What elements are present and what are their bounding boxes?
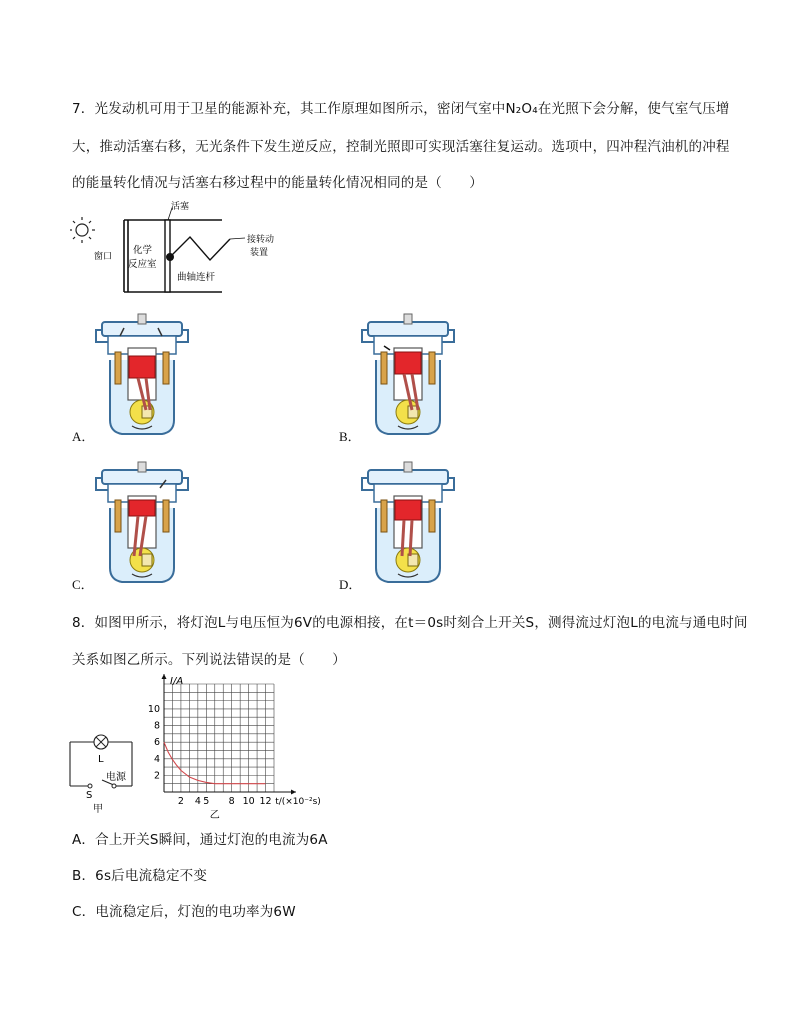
option-b-label[interactable]: B．: [339, 429, 361, 444]
x-tick-label: 10: [242, 796, 255, 807]
x-tick-label: 2: [177, 796, 184, 807]
current-time-chart: [140, 672, 330, 822]
q8-option-a[interactable]: A．合上开关S瞬间，通过灯泡的电流为6A: [72, 832, 328, 848]
source-label: 电源: [106, 772, 126, 783]
graph-caption: 乙: [209, 810, 220, 821]
y-tick-label: 10: [147, 703, 160, 715]
chamber-label-2: 反应室: [128, 259, 157, 270]
crank-rod: [170, 237, 230, 260]
engine-option-d[interactable]: [360, 460, 460, 590]
q7-text-line-1: 7．光发动机可用于卫星的能源补充，其工作原理如图所示，密闭气室中N₂O₄在光照下会分解，使气室气压增: [72, 101, 730, 117]
engine-option-a[interactable]: [94, 312, 194, 442]
y-axis-label: I/A: [170, 676, 184, 687]
x-tick-label: 12: [259, 796, 272, 807]
x-tick-label: 5: [203, 796, 210, 807]
switch-label: S: [86, 790, 93, 801]
q8-option-b[interactable]: B．6s后电流稳定不变: [72, 868, 208, 884]
switch-contact-icon: [88, 784, 92, 788]
light-engine-diagram: [70, 200, 300, 298]
y-tick-label: 4: [153, 753, 160, 765]
q8-option-c[interactable]: C．电流稳定后，灯泡的电功率为6W: [72, 904, 296, 920]
circuit-caption: 甲: [93, 804, 103, 815]
lamp-icon: [94, 735, 108, 749]
engine-option-b[interactable]: [360, 312, 460, 442]
y-tick-label: 2: [153, 770, 160, 782]
circuit-diagram: [62, 730, 142, 818]
drive-label-2: 装置: [250, 248, 269, 258]
engine-option-c[interactable]: [94, 460, 194, 590]
q7-text-line-3: 的能量转化情况与活塞右移过程中的能量转化情况相同的是（ ）: [72, 175, 483, 191]
x-axis-arrow-icon: [291, 790, 296, 795]
option-c-label[interactable]: C．: [72, 577, 94, 592]
q8-text-line-1: 8．如图甲所示，将灯泡L与电压恒为6V的电源相接，在t＝0s时刻合上开关S，测得流过灯泡L的电流与通电时间: [72, 615, 748, 631]
window-label: 窗口: [94, 252, 113, 262]
x-tick-label: 8: [228, 796, 235, 807]
lamp-label: L: [98, 754, 104, 765]
drive-label-1: 接转动: [247, 235, 275, 245]
crank-label: 曲轴连杆: [177, 272, 216, 283]
q8-text-line-2: 关系如图乙所示。下列说法错误的是（ ）: [72, 652, 346, 668]
chamber-label-1: 化学: [133, 245, 153, 256]
sun-icon: [70, 217, 95, 243]
x-axis-label: t/(×10⁻²s): [275, 797, 321, 807]
y-axis-arrow-icon: [162, 674, 167, 679]
y-tick-label: 6: [153, 737, 160, 749]
option-d-label[interactable]: D．: [339, 577, 362, 592]
y-tick-label: 8: [153, 720, 160, 732]
x-tick-label: 4: [194, 796, 201, 807]
q7-text-line-2: 大，推动活塞右移，无光条件下发生逆反应，控制光照即可实现活塞往复运动。选项中，四冲程汽油机的冲程: [72, 139, 730, 155]
piston-label: 活塞: [171, 202, 190, 212]
option-a-label[interactable]: A．: [72, 429, 95, 444]
